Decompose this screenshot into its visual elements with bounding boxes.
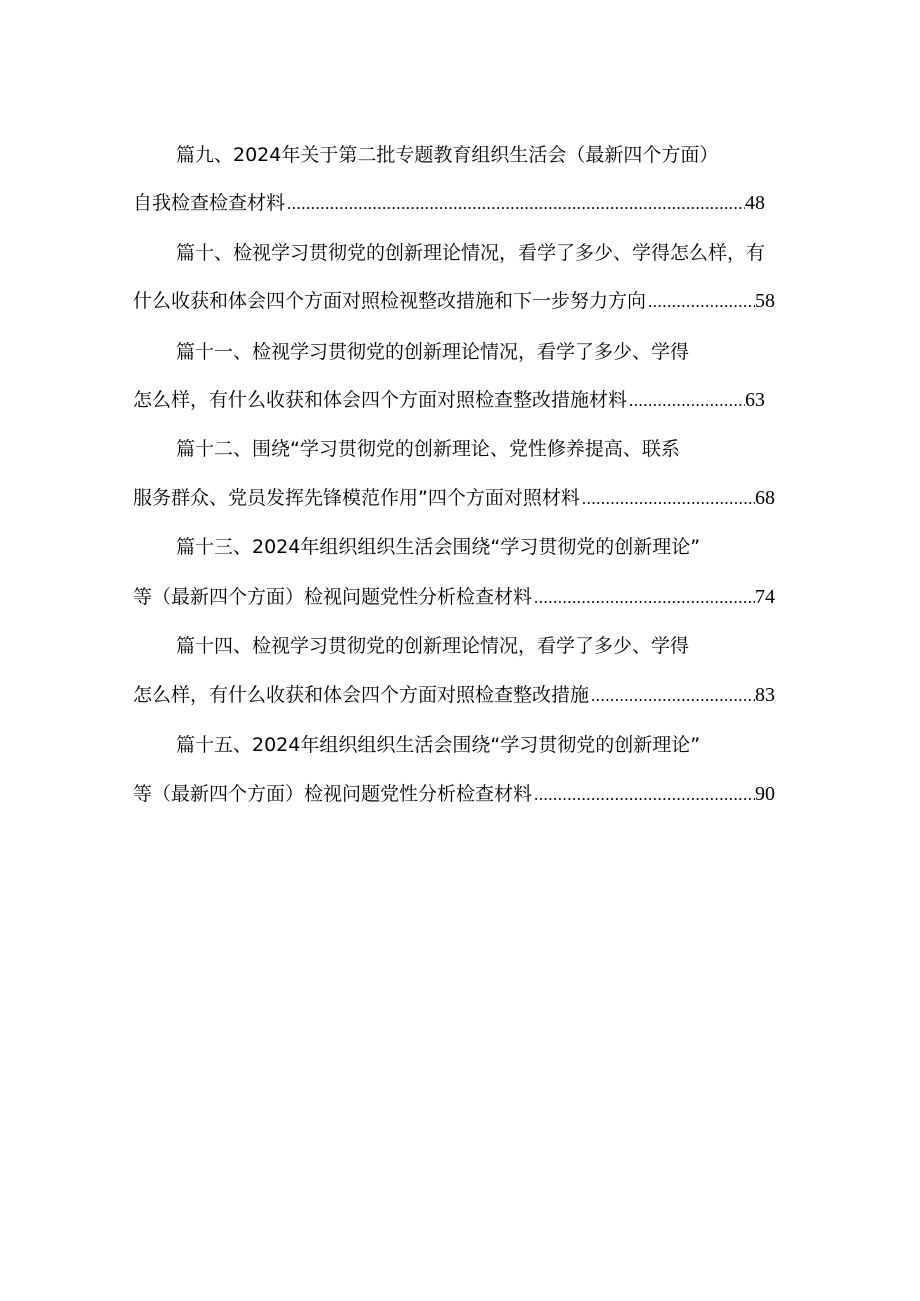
toc-entry-15-title-line-1: 篇十五、2024年组织组织生活会围绕“学习贯彻党的创新理论” — [176, 734, 701, 756]
leader-dots — [591, 682, 755, 710]
toc-entry-14-title-text: 怎么样，有什么收获和体会四个方面对照检查整改措施 — [133, 684, 590, 706]
leader-dots — [287, 190, 745, 218]
toc-entry-12-title-line-1: 篇十二、围绕“学习贯彻党的创新理论、党性修养提高、联系 — [176, 438, 680, 460]
toc-entry-10-title-text: 什么收获和体会四个方面对照检视整改措施和下一步努力方向 — [133, 290, 647, 312]
toc-entry-13-page: 74 — [755, 586, 775, 608]
toc-entry-9-page: 48 — [745, 192, 765, 214]
toc-entry-13-title-line-1: 篇十三、2024年组织组织生活会围绕“学习贯彻党的创新理论” — [176, 536, 701, 558]
toc-entry-9-title-line-1: 篇九、2024年关于第二批专题教育组织生活会（最新四个方面） — [176, 144, 719, 166]
toc-entry-10-title-line-1: 篇十、检视学习贯彻党的创新理论情况，看学了多少、学得怎么样，有 — [176, 242, 766, 264]
leader-dots — [582, 485, 755, 513]
toc-entry-14-page: 83 — [755, 684, 775, 706]
leader-dots — [534, 781, 755, 809]
leader-dots — [629, 387, 745, 415]
toc-entry-12-page: 68 — [755, 487, 775, 509]
toc-entry-10-title-line-2[interactable] — [133, 287, 775, 316]
toc-entry-15-title-line-2[interactable] — [133, 780, 775, 809]
toc-entry-14-title-line-1: 篇十四、检视学习贯彻党的创新理论情况，看学了多少、学得 — [176, 635, 690, 657]
toc-entry-9-title-line-2[interactable] — [133, 189, 765, 218]
toc-entry-11-page: 63 — [745, 389, 765, 411]
toc-entry-10-page: 58 — [755, 290, 775, 312]
toc-entry-11-title-text: 怎么样，有什么收获和体会四个方面对照检查整改措施材料 — [133, 389, 628, 411]
leader-dots — [534, 584, 755, 612]
toc-entry-9-title-text: 自我检查检查材料 — [133, 192, 286, 214]
toc-entry-15-page: 90 — [755, 783, 775, 805]
toc-entry-13-title-line-2[interactable] — [133, 583, 775, 612]
toc-entry-13-title-text: 等（最新四个方面）检视问题党性分析检查材料 — [133, 586, 533, 608]
leader-dots — [648, 288, 755, 316]
toc-entry-14-title-line-2[interactable] — [133, 681, 775, 710]
toc-entry-15-title-text: 等（最新四个方面）检视问题党性分析检查材料 — [133, 783, 533, 805]
toc-entry-12-title-line-2[interactable] — [133, 484, 775, 513]
toc-entry-12-title-text: 服务群众、党员发挥先锋模范作用”四个方面对照材料 — [133, 487, 580, 509]
toc-entry-11-title-line-2[interactable] — [133, 386, 765, 415]
toc-entry-11-title-line-1: 篇十一、检视学习贯彻党的创新理论情况，看学了多少、学得 — [176, 341, 690, 363]
